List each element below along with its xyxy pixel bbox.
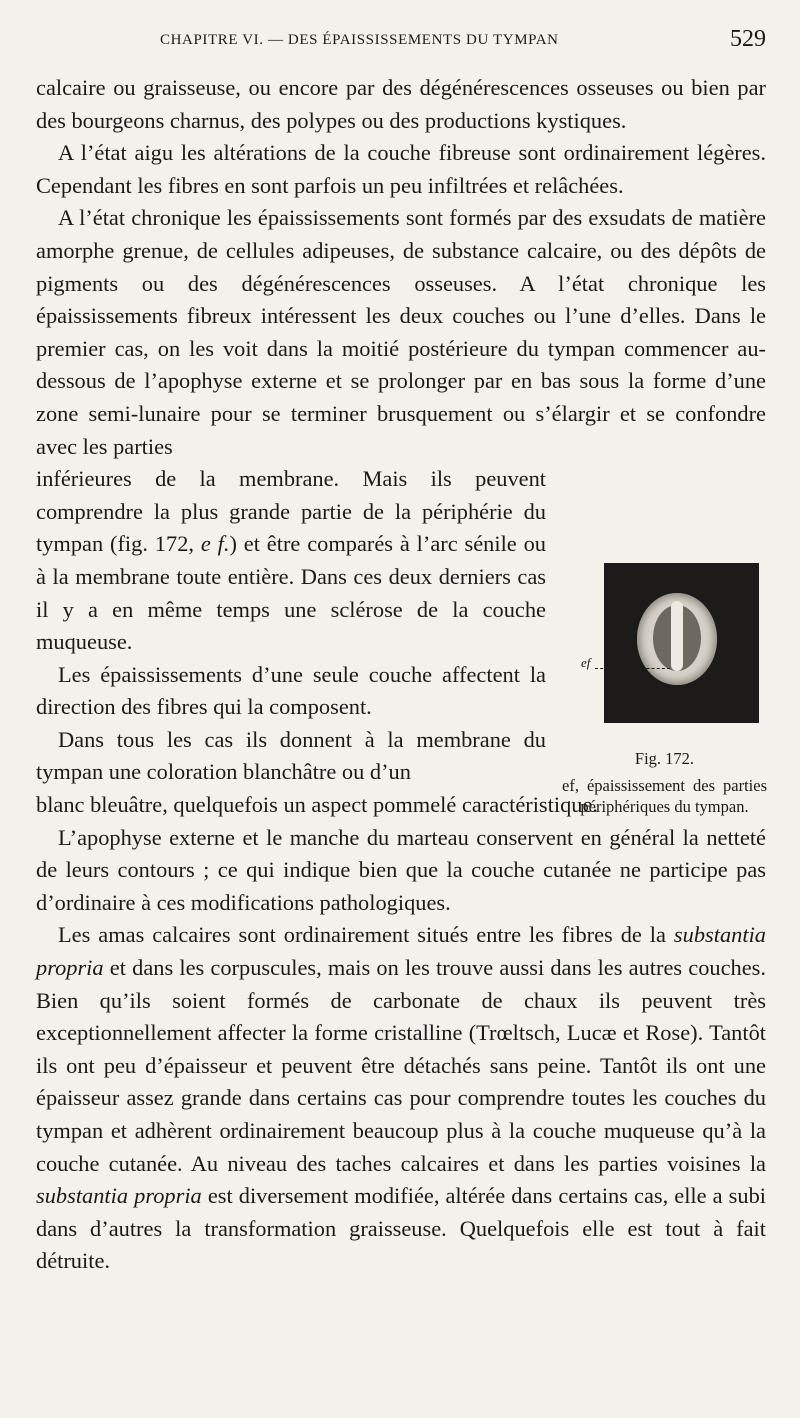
paragraph-7-text-b: et dans les corpuscules, mais on les trouve aussi dans les autres couches. Bien qu’ils soient formés de carbonate de chaux ils peuvent très exceptionnellement affecter la forme cristalline (Trœltsch, Lucæ et Rose). Tantôt ils ont peu d’épaisseur et peuvent être détachés sans peine. Tantôt ils ont une épaisseur assez grande dans certains cas pour comprendre toutes les couches du tympan et adhèrent ordinairement beaucoup plus à la couche muqueuse qu’à la couche cutanée. Au niveau des taches calcaires et dans les parties voisines la (36, 955, 766, 1176)
paragraph-7 (36, 919, 766, 1278)
substantia-propria-em-2: substantia propria (36, 1183, 202, 1209)
paragraph-1: calcaire ou graisseuse, ou encore par des dégénérescences osseuses ou bien par des bourgeons charnus, des polypes ou des productions kystiques. (36, 75, 766, 133)
substantia-propria-em-1: substantia propria (36, 922, 766, 981)
malleus-handle-illustration (671, 601, 683, 671)
paragraph-3-continued (36, 463, 546, 659)
paragraph-3-text-b: ) et être comparés à l’arc sénile ou à la membrane toute entière. Dans ces deux derniers cas il y a en même temps une sclérose de la couche muqueuse. (36, 531, 546, 655)
paragraph-3: A l’état chronique les épaississements sont formés par des exsudats de matière amorphe grenue, de cellules adipeuses, de substance calcaire, ou des dépôts de pigments ou des dégénérescences osseuses. A l’état chronique les épaississements fibreux intéressent les deux couches ou l’une d’elles. Dans le premier cas, on les voit dans la moitié postérieure du tympan commencer au-dessous de l’apophyse externe et se prolonger par en bas sous la forme d’une zone semi-lunaire pour se terminer brusquement ou s’élargir et se confondre avec les parties (36, 205, 766, 459)
figure-reference-em: e f. (200, 531, 230, 557)
paragraph-7-text-c: est diversement modifiée, altérée dans certains cas, elle a subi dans d’autres la transformation graisseuse. Quelquefois elle est tout à fait détruite. (36, 1183, 766, 1274)
paragraph-5-start: Dans tous les cas ils donnent à la membrane du tympan une coloration blanchâtre ou d’un (36, 726, 546, 785)
tympanum-figure (604, 563, 759, 723)
paragraph-4: Les épaississements d’une seule couche affectent la direction des fibres qui la composent. (36, 661, 546, 720)
figure-wrap-column (36, 463, 546, 789)
paragraph-6: L’apophyse externe et le manche du marteau conservent en général la netteté de leurs contours ; ce qui indique bien que la couche cutanée ne participe pas d’ordinaire à ces modifications pathologiques. (36, 824, 766, 915)
figure-caption-text: ef, épaississement des parties périphériques du tympan. (562, 776, 767, 816)
paragraph-7-text-a: Les amas calcaires sont ordinairement situés entre les fibres de la (58, 922, 666, 948)
paragraph-5-end: blanc bleuâtre, quelquefois un aspect pommelé caractéristique. (36, 792, 599, 818)
paragraph-2: A l’état aigu les altérations de la couche fibreuse sont ordinairement légères. Cependant les fibres en sont parfois un peu infiltrées et relâchées. (36, 140, 766, 198)
figure-pointer-label: ef (581, 655, 591, 670)
figure-pointer-line (595, 668, 670, 669)
running-title: CHAPITRE VI. — DES ÉPAISSISSEMENTS DU TYMPAN (160, 32, 559, 48)
figure-caption-title: Fig. 172. (634, 749, 695, 768)
paragraph-3-text-a: inférieures de la membrane. Mais ils peuvent comprendre la plus grande partie de la périphérie du tympan (fig. 172, (36, 466, 546, 557)
figure-caption (562, 748, 767, 817)
page-number: 529 (730, 26, 766, 52)
